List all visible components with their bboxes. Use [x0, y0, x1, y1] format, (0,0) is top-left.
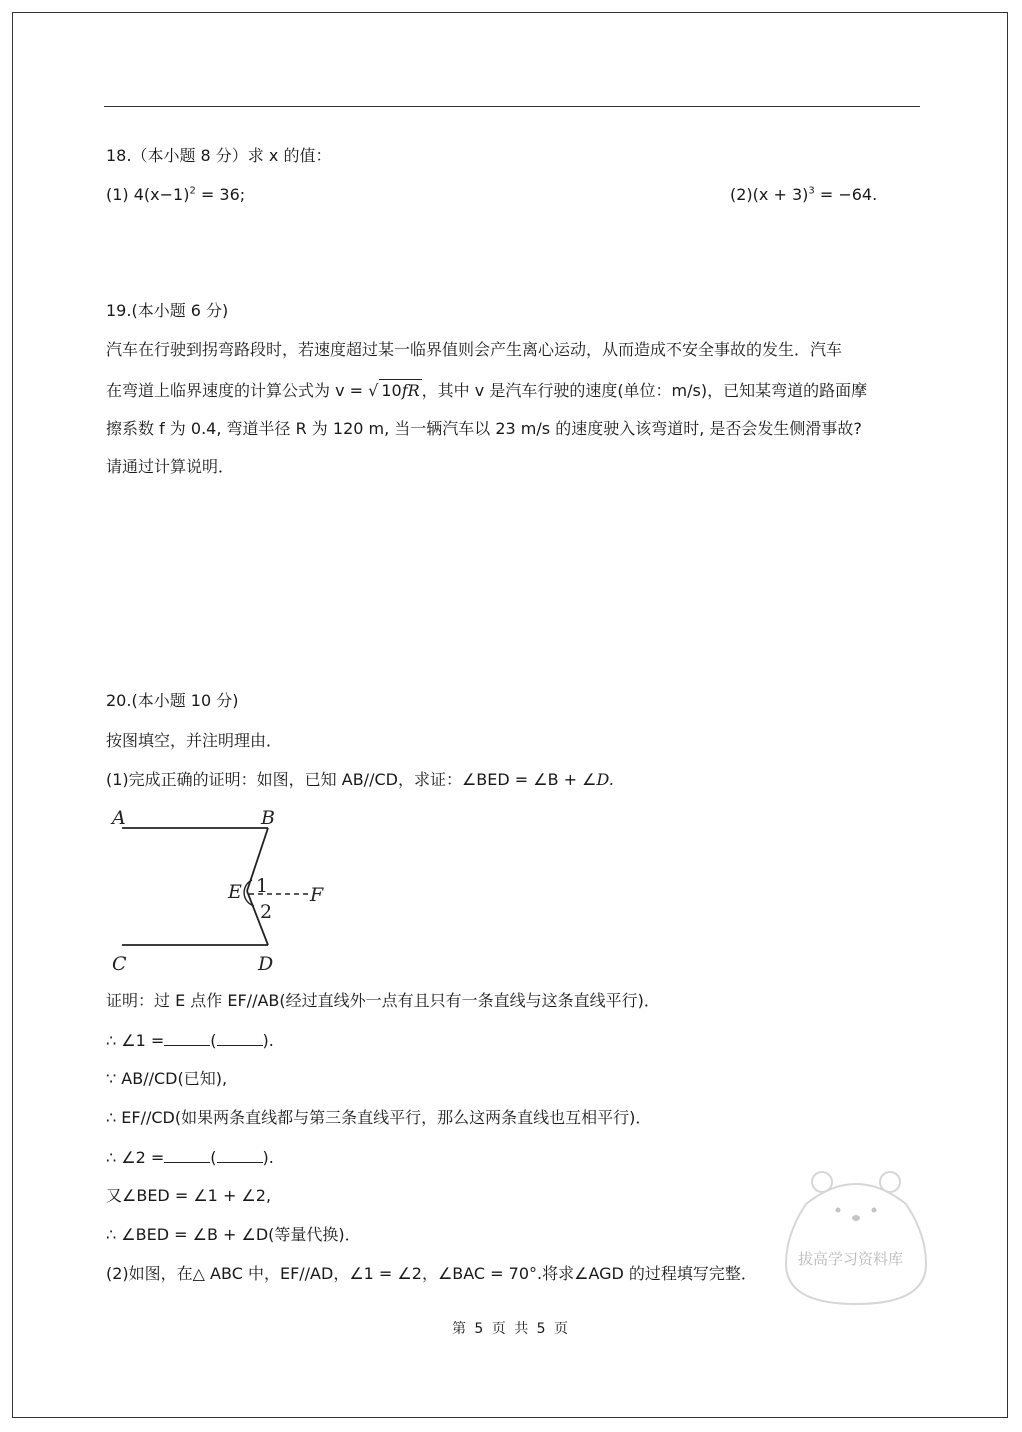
proof-line-3: ∵ AB//CD(已知),	[106, 1069, 228, 1088]
answer-blank[interactable]	[164, 1146, 210, 1163]
answer-blank[interactable]	[164, 1029, 210, 1046]
page-footer: 第 5 页 共 5 页	[451, 1321, 571, 1337]
proof-line-2: ∴ ∠1 = ( ).	[106, 1031, 274, 1050]
label-a: A	[112, 807, 126, 829]
label-f: F	[310, 884, 324, 906]
watermark-text: 拔高学习资料库	[798, 1250, 904, 1268]
proof-line-6: 又∠BED = ∠1 + ∠2,	[106, 1186, 272, 1205]
reason-blank[interactable]	[217, 1146, 263, 1163]
q19-line-3: 擦系数 f 为 0.4, 弯道半径 R 为 120 m, 当一辆汽车以 23 m/s 的速度驶入该弯道时, 是否会发生侧滑事故?	[106, 419, 862, 438]
radicand: 10fR	[381, 381, 420, 400]
q19-heading: 19.(本小题 6 分)	[106, 301, 229, 320]
label-b: B	[261, 807, 275, 829]
q18-part1: (1) $4(x-1)^2 = 36$;	[106, 185, 246, 204]
sqrt-icon: √	[368, 381, 379, 400]
proof-line-4: ∴ EF//CD(如果两条直线都与第三条直线平行，那么这两条直线也互相平行)．	[106, 1108, 652, 1127]
reason-blank[interactable]	[217, 1029, 263, 1046]
label-angle-2: 2	[260, 901, 273, 923]
q20-heading: 20.(本小题 10 分)	[106, 691, 239, 710]
header-rule	[104, 106, 920, 107]
proof-line-5: ∴ ∠2 = ( ).	[106, 1148, 274, 1167]
q20-instruction: 按图填空，并注明理由．	[106, 731, 283, 750]
q19-line-2: 在弯道上临界速度的计算公式为 v = √ 10fR ，其中 v 是汽车行驶的速度(单位：m/s)，已知某弯道的路面摩	[106, 381, 868, 400]
q20-part1: (1)完成正确的证明：如图，已知 AB//CD，求证：∠BED = ∠B + ∠D.	[106, 770, 614, 789]
label-e: E	[228, 881, 242, 903]
label-angle-1: 1	[256, 875, 269, 897]
label-d: D	[258, 953, 274, 975]
q19-line-1: 汽车在行驶到拐弯路段时，若速度超过某一临界值则会产生离心运动，从而造成不安全事故的发生．汽车	[106, 340, 843, 359]
proof-line-1: 证明：过 E 点作 EF//AB(经过直线外一点有且只有一条直线与这条直线平行)．	[106, 991, 660, 1010]
q20-part2: (2)如图，在△ ABC 中，EF//AD，∠1 = ∠2，∠BAC = 70°.将求∠AGD 的过程填写完整．	[106, 1264, 757, 1283]
q18-part2: $(2)(x + 3)^3 = -64$.	[730, 185, 878, 204]
bear-watermark-icon	[776, 1164, 946, 1314]
label-c: C	[112, 953, 127, 975]
q18-heading: 18.（本小题 8 分）求 x 的值：	[106, 146, 332, 165]
q19-line-4: 请通过计算说明．	[106, 457, 235, 476]
proof-line-7: ∴ ∠BED = ∠B + ∠D(等量代换)．	[106, 1225, 361, 1244]
geometry-figure	[108, 804, 348, 976]
